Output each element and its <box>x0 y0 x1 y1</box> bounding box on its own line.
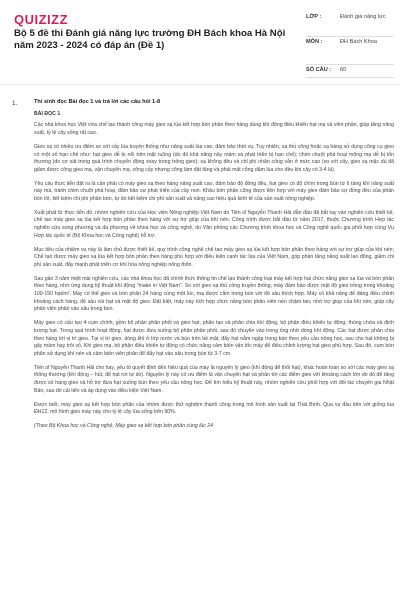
paragraph: Xuất phát từ thực tiễn đó, nhóm nghiên cứu của Học viện Nông nghiệp Việt Nam do Tiến sĩ Nguyễn Thanh Hải dẫn đầu đã bắt tay vào nghiên cứu thiết kế, chế tạo máy gieo sạ lúa kết hợp bón phân theo hàng với sự trợ giúp của khí nén. Công trình được bắt đầu từ năm 2017, thuộc Chương trình Hợp tác nghiên cứu song phương và đa phương về khoa học và công nghệ, do Văn phòng các Chương trình khoa học và Công nghệ quốc gia phối hợp cùng Vụ Hợp tác quốc tế (Bộ Khoa học và Công nghệ) hỗ trợ. <box>34 209 394 239</box>
paragraph: Yêu cầu thực tiễn đặt ra là cần phải có máy gieo sạ theo hàng nâng suất cao, đảm bảo độ đồng đều, hạt gieo có độ chìm trong bùn từ 6 tầng khí năng suất này mà, tránh chim chuột phá hoại, đảm bảo sự phát triển của cây non. Khâu bón phân cũng được liên hợp với máy gieo đảm bảo sự đồng đều của phân bón lót, tiết kiệm chi phí phân bón, tự do tiết kiệm chi phí sản xuất và nâng cao hiệu quả kinh tế của sản xuất nông nghiệp. <box>34 180 394 203</box>
meta-value-lop: Đánh giá năng lực <box>340 14 386 20</box>
meta-label-mon: MÔN : <box>306 39 323 45</box>
paragraph: Tiến sĩ Nguyễn Thanh Hải cho hay, yếu tố quyết định đến hiệu quả của máy là nguyên lý gieo (khí động để thổi hạt), khác hoàn toàn so với các máy gieo sạ thông thường (khí động – hút, để hạt rơi tự do). Nguyên lý này có ưu điểm là vận chuyển hạt và phân tới các điểm gieo với khoảng cách lớn do đó để tăng được số hàng gieo và hỗ trợ đưa hạt xuống bùn theo yêu cầu nông học. Để tìm hiểu kỹ thuật này, nhóm nghiên cứu phối hợp với đối tác chuyên gia Nhật Bản, sau đó cải tiến và áp dụng vào điều kiện Việt Nam. <box>34 364 394 394</box>
paragraph: Các nhà khoa học Việt vừa chế tạo thành công máy gieo sạ lúa kết hợp bón phân theo hàng dùng khí động điều khiển hạt mạ và viên phân, giúp tăng năng suất, tỷ lệ cây sống rất cao. <box>34 122 394 137</box>
page-header <box>0 0 400 80</box>
header-divider <box>0 84 400 85</box>
paragraph: Máy gieo có cấu tạo 4 cụm chính, gồm bộ phận phân phối và gieo hạt, phân tạo và phân chia khí động, bộ phận điều khiển tự động, thùng chứa và định lượng hạt. Trong quá trình hoạt động, hạt được đưa xuống bộ phận phân phối, sau đó chuyển vào trong ống nhờ dòng khí động. Các hạt được phân chia theo hàng tới vị trí gieo. Tại vị trí gieo, dòng khí ở lớp nước và bùn trên bề mặt, đẩy hạt nằm ngập trong bùn theo yêu cầu nông học, sau cho hạt không bị gãy mầm hay trôi vỏ. Khi gieo mạ, bộ phận điều khiển tự động có chức năng cảm biến vận tốc máy để điều chỉnh lượng hạt gieo phù hợp. Sau đó, cụm bón phân sử dụng khí nén và cảm biến viên phân để đẩy hạt vào sâu trong bùn từ 3-7 cm. <box>34 320 394 357</box>
question-content <box>34 99 394 437</box>
reading-heading: BÀI ĐỌC 1 <box>34 110 61 117</box>
meta-table <box>306 12 394 78</box>
page-title: Bộ 5 đề thi Đánh giá năng lực trường ĐH Bách khoa Hà Nội năm 2023 - 2024 có đáp án (Đề 1) <box>14 28 286 51</box>
paragraph: Được biết, máy gieo sạ kết hợp bón phân của nhóm được thử nghiệm thành công trong mô hình sản xuất tại Thái Bình. Qua vụ đầu tiên với giống lúa ĐH12, mô hình gieo máy này cho tỷ lệ cây lúa sống trên 90%. <box>34 401 394 416</box>
meta-row-socau <box>306 65 394 78</box>
meta-row-lop <box>306 12 394 37</box>
meta-value-mon: ĐH Bách Khoa <box>340 39 378 45</box>
meta-label-lop: LỚP : <box>306 14 322 20</box>
quizizz-logo[interactable]: QUIZIZZ <box>14 12 69 27</box>
question-number: 1. <box>12 100 18 107</box>
meta-value-socau: 60 <box>340 67 347 73</box>
question-prompt: Thí sinh đọc Bài đọc 1 và trả lời các câu hỏi 1-8 <box>34 99 161 105</box>
paragraph: Mục tiêu của nhiệm vụ này là làm chủ được thiết kế, quy trình công nghệ chế tạo máy gieo sạ lúa kết hợp bón phân theo hàng với sự trợ giúp của khí nén; Chế tạo được máy gieo sạ lúa kết hợp bón phân theo hàng phù hợp với điều kiện canh tác lúa của Việt Nam, góp phần tăng năng suất lao động, giảm chi phí sản xuất, đẩy mạnh phát triển cơ khí hóa nông nghiệp nông thôn. <box>34 246 394 268</box>
paragraph: Sau gần 3 năm miệt mài nghiên cứu, các nhà khoa học đã chính thức thông tin chế tạo thành công loại máy kết hợp hai chức năng gieo sạ lúa và bón phân theo hàng, nhờ ứng dụng kỹ thuật khí động "make in Việt Nam". So với gieo sạ thủ công truyền thống, máy đảm bảo được mật độ gieo trồng trong khoảng 100-150 hạt/m². Máy có thể gieo và bón phân 24 hàng cùng một lúc, mạ được cắm trong bùn với độ sâu thích hợp. Máy có khả năng để đảng điều chỉnh khoảng cách hàng, độ sâu vùi hạt và mật độ gieo. Đặt biệt, máy này tích hợp chức năng bón phân viên nén chậm tan, nhờ trợ giúp của khí nén, giúp cây phân viên phân vào sâu trong bùn. <box>34 275 394 313</box>
meta-row-mon <box>306 37 394 65</box>
meta-label-socau: SỐ CÂU : <box>306 67 332 73</box>
paragraph: Gieo sạ có nhiều ưu điểm so với cấy lúa truyền thống như năng suất lúa cao, đảm bảo thời vụ. Tuy nhiên, sạ thủ công hoặc sạ hàng sử dụng công cụ gieo có một số hạn chế như: hạt gieo dễ bị nổi trên mặt ruộng (do đó khả năng nảy mầm và phát triển bị hạn chế); chim chuột phá hoại mộng mạ dễ bị tổn thương (do cơ sát trong quá trình chuyển động xoay trong trống gieo); sạ không đều và chỉ phí nhân công vẫn ở mức cao (so với cấy, gieo sạ mặc dù đã giảm được công gieo mạ, vận chuyển mạ, công cấy nhưng công làm đất tăng và phải mất công dặm lúa cho đều khi cây có 3-4 lá). <box>34 143 394 173</box>
source-citation: (Theo Bộ Khoa học và Công nghệ, Máy gieo sạ kết hợp bón phân cùng lúc 24 <box>34 422 214 429</box>
